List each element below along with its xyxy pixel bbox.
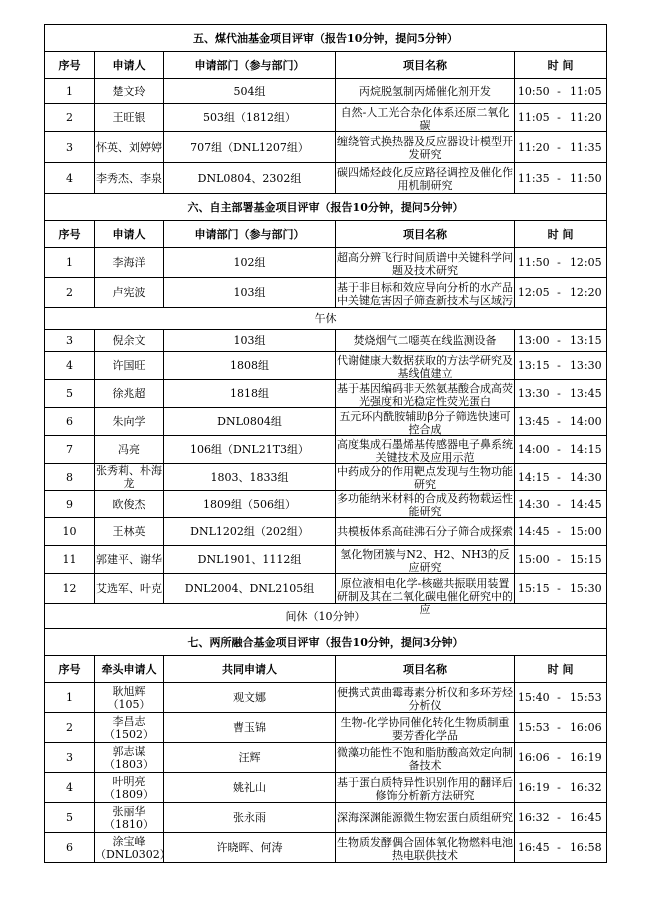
project-name: 生物-化学协同催化转化生物质制重要芳香化学品 [340,715,510,742]
time-dash: - [553,833,566,863]
department: DNL2004、DNL2105组 [164,574,336,604]
start-time: 13:45 [515,408,553,436]
table-row [45,546,607,574]
time-dash: - [553,352,566,380]
start-time: 15:40 [515,683,553,713]
header-applicant: 牵头申请人 [95,656,164,683]
project-name-cell [336,104,515,132]
header-applicant: 申请人 [95,52,164,79]
row-number: 2 [45,713,95,743]
applicant-name: 冯亮 [95,436,164,464]
project-name: 代谢健康大数据获取的方法学研究及基线值建立 [337,353,513,380]
intermission: 间休（10分钟） [45,604,607,629]
department: 1803、1833组 [164,464,336,491]
row-number: 6 [45,833,95,863]
table-row [45,163,607,194]
end-time: 12:05 [566,248,607,278]
table-row [45,491,607,518]
start-time: 11:50 [515,248,553,278]
applicant-name: 楚文玲 [95,79,164,104]
department: 504组 [164,79,336,104]
department: 汪辉 [164,743,336,773]
row-number: 1 [45,248,95,278]
project-name-cell [336,380,515,408]
project-name: 五元环内酰胺辅助β分子筛选快速可控合成 [339,409,511,436]
end-time: 16:45 [566,803,607,833]
project-name: 基于蛋白质特异性识别作用的翻译后修饰分析新方法研究 [337,775,513,802]
start-time: 11:20 [515,132,553,163]
start-time: 15:15 [515,574,553,604]
table-row [45,436,607,464]
end-time: 13:30 [566,352,607,380]
start-time: 14:30 [515,491,553,518]
table-row [45,278,607,308]
applicant-name: 王林英 [95,518,164,546]
row-number: 5 [45,380,95,408]
schedule-table [44,24,607,863]
lunch-break: 午休 [45,308,607,330]
end-time: 14:30 [566,464,607,491]
end-time: 16:32 [566,773,607,803]
applicant-name: 涂宝峰（DNL0302） [95,834,171,861]
applicant-name: 王旺银 [95,104,164,132]
header-project: 项目名称 [336,221,515,248]
department: DNL0804组 [164,408,336,436]
table-row [45,380,607,408]
applicant-name: 怀英、刘婷婷 [95,132,164,163]
section-title: 七、两所融合基金项目评审（报告10分钟，提问3分钟） [45,629,607,656]
project-name-cell [336,546,515,574]
header-no: 序号 [45,221,95,248]
table-row [45,683,607,713]
time-dash: - [553,491,566,518]
row-number: 9 [45,491,95,518]
applicant-name: 张丽华（1810） [95,803,164,833]
section-title-row [45,25,607,52]
table-row [45,833,607,863]
table-row [45,132,607,163]
project-name: 焚烧烟气二噁英在线监测设备 [353,334,497,347]
table-row [45,408,607,436]
table-row [45,773,607,803]
time-dash: - [553,79,566,104]
project-name: 碳四烯烃歧化反应路径调控及催化作用机制研究 [337,166,513,192]
project-name: 缠绕管式换热器及反应器设计模型开发研究 [337,135,513,161]
project-name-cell [336,743,515,773]
time-dash: - [553,713,566,743]
section-title-row [45,194,607,221]
table-row [45,330,607,352]
end-time: 14:45 [566,491,607,518]
row-number: 1 [45,79,95,104]
applicant-name: 徐兆超 [95,380,164,408]
start-time: 11:05 [515,104,553,132]
time-dash: - [553,408,566,436]
project-name-cell [336,79,515,104]
project-name: 多功能纳米材料的合成及药物载运性能研究 [337,492,513,518]
end-time: 15:53 [566,683,607,713]
header-no: 序号 [45,656,95,683]
project-name-cell [336,518,515,546]
start-time: 11:35 [515,163,553,194]
project-name-cell [336,574,515,616]
applicant-name: 郭志谋（1803） [95,743,164,773]
applicant-name: 李海洋 [95,248,164,278]
project-name: 基于基因编码非天然氨基酸合成高荧光强度和光稳定性荧光蛋白 [337,381,513,408]
start-time: 10:50 [515,79,553,104]
table-row [45,574,607,604]
project-name: 超高分辨飞行时间质谱中关键科学问题及技术研究 [337,250,513,277]
row-number: 4 [45,773,95,803]
end-time: 15:00 [566,518,607,546]
time-dash: - [553,743,566,773]
header-time: 时 间 [515,221,607,248]
project-name-cell [336,464,515,491]
header-project: 项目名称 [336,656,515,683]
lunch-break-row [45,308,607,330]
department: DNL1901、1112组 [164,546,336,574]
project-name: 中药成分的作用靶点发现与生物功能研究 [337,465,513,491]
table-row [45,248,607,278]
table-row [45,79,607,104]
end-time: 16:58 [566,833,607,863]
time-dash: - [553,436,566,464]
project-name: 深海深渊能源微生物宏蛋白质组研究 [337,811,513,824]
end-time: 13:15 [566,330,607,352]
department: 张永雨 [164,803,336,833]
end-time: 11:50 [566,163,607,194]
header-no: 序号 [45,52,95,79]
applicant-name: 欧俊杰 [95,491,164,518]
table-row [45,803,607,833]
end-time: 16:19 [566,743,607,773]
table-row [45,464,607,491]
department: 姚礼山 [164,773,336,803]
department: DNL0804、2302组 [164,163,336,194]
department: 707组（DNL1207组） [164,132,336,163]
time-dash: - [553,278,566,308]
end-time: 16:06 [566,713,607,743]
start-time: 16:45 [515,833,553,863]
row-number: 3 [45,743,95,773]
project-name: 自然-人工光合杂化体系还原二氧化碳 [340,105,510,132]
project-name-cell [336,248,515,278]
project-name-cell [336,683,515,713]
intermission-row [45,604,607,629]
end-time: 11:35 [566,132,607,163]
end-time: 14:15 [566,436,607,464]
row-number: 7 [45,436,95,464]
applicant-name: 李昌志（1502） [95,713,164,743]
time-dash: - [553,574,566,604]
start-time: 13:00 [515,330,553,352]
project-name-cell [336,773,515,803]
row-number: 11 [45,546,95,574]
row-number: 6 [45,408,95,436]
header-project: 项目名称 [336,52,515,79]
applicant-name: 倪余文 [95,330,164,352]
time-dash: - [553,132,566,163]
row-number: 2 [45,278,95,308]
project-name: 原位液相电化学-核磁共振联用装置研制及其在二氧化碳电催化研究中的应 [337,576,513,616]
end-time: 12:20 [566,278,607,308]
header-time: 时 间 [515,656,607,683]
applicant-name: 艾选军、叶克 [95,574,164,604]
applicant-name: 张秀莉、朴海龙 [96,464,162,490]
project-name: 氢化物团簇与N2、H2、NH3的反应研究 [340,547,510,574]
time-dash: - [553,683,566,713]
applicant-name: 朱向学 [95,408,164,436]
applicant-name: 郭建平、谢华 [95,546,164,574]
header-row [45,221,607,248]
department: 102组 [164,248,336,278]
end-time: 15:30 [566,574,607,604]
row-number: 12 [45,574,95,604]
header-department: 申请部门（参与部门） [164,221,336,248]
project-name-cell [336,408,515,436]
end-time: 13:45 [566,380,607,408]
project-name-cell [336,436,515,464]
header-row [45,656,607,683]
end-time: 11:20 [566,104,607,132]
header-department: 共同申请人 [164,656,336,683]
project-name-cell [336,491,515,518]
start-time: 15:53 [515,713,553,743]
time-dash: - [553,518,566,546]
row-number: 8 [45,464,95,491]
start-time: 15:00 [515,546,553,574]
applicant-name: 李秀杰、李泉 [95,163,164,194]
section-title: 六、自主部署基金项目评审（报告10分钟，提问5分钟） [45,194,607,221]
department: 1808组 [164,352,336,380]
department: 103组 [164,330,336,352]
end-time: 14:00 [566,408,607,436]
project-name-cell [336,352,515,380]
time-dash: - [553,330,566,352]
time-dash: - [553,104,566,132]
start-time: 14:45 [515,518,553,546]
row-number: 5 [45,803,95,833]
applicant-name: 许国旺 [95,352,164,380]
section-title-row [45,629,607,656]
start-time: 13:15 [515,352,553,380]
time-dash: - [553,546,566,574]
department: 103组 [164,278,336,308]
project-name: 丙烷脱氢制丙烯催化剂开发 [359,84,491,98]
department: 503组（1812组） [164,104,336,132]
header-time: 时 间 [515,52,607,79]
department: 1818组 [164,380,336,408]
time-dash: - [553,380,566,408]
time-dash: - [553,773,566,803]
project-name-cell [336,278,515,308]
project-name: 基于非目标和效应导向分析的水产品中关键危害因子筛查新技术与区域污 [337,280,513,307]
row-number: 4 [45,163,95,194]
header-department: 申请部门（参与部门） [164,52,336,79]
start-time: 16:06 [515,743,553,773]
table-row [45,104,607,132]
project-name-cell [336,833,515,863]
project-name-cell [336,132,515,163]
department: DNL1202组（202组） [164,518,336,546]
table-row [45,518,607,546]
row-number: 1 [45,683,95,713]
row-number: 10 [45,518,95,546]
start-time: 14:15 [515,464,553,491]
project-name-cell [336,163,515,194]
schedule-sheet [44,24,606,863]
department: 曹玉锦 [164,713,336,743]
project-name: 便携式黄曲霉毒素分析仪和多环芳烃分析仪 [337,685,513,712]
row-number: 3 [45,330,95,352]
table-row [45,713,607,743]
time-dash: - [553,248,566,278]
project-name-cell [336,330,515,352]
time-dash: - [553,163,566,194]
row-number: 4 [45,352,95,380]
start-time: 13:30 [515,380,553,408]
start-time: 16:19 [515,773,553,803]
department: 观文娜 [164,683,336,713]
end-time: 15:15 [566,546,607,574]
project-name: 高度集成石墨烯基传感器电子鼻系统关键技术及应用示范 [337,437,513,464]
department: 1809组（506组） [164,491,336,518]
applicant-name: 叶明亮（1809） [95,773,164,803]
start-time: 16:32 [515,803,553,833]
department: 106组（DNL21T3组） [164,436,336,464]
time-dash: - [553,803,566,833]
project-name: 共模板体系高硅沸石分子筛合成探索 [337,525,513,538]
project-name-cell [336,803,515,833]
row-number: 3 [45,132,95,163]
project-name: 微藻功能性不饱和脂肪酸高效定向制备技术 [337,745,513,772]
section-title: 五、煤代油基金项目评审（报告10分钟，提问5分钟） [45,25,607,52]
table-row [45,743,607,773]
applicant-name: 耿旭辉（105） [95,683,164,713]
project-name: 生物质发酵偶合固体氧化物燃料电池热电联供技术 [337,835,513,862]
start-time: 14:00 [515,436,553,464]
applicant-name: 卢宪波 [95,278,164,308]
header-applicant: 申请人 [95,221,164,248]
start-time: 12:05 [515,278,553,308]
table-row [45,352,607,380]
project-name-cell [336,713,515,743]
header-row [45,52,607,79]
row-number: 2 [45,104,95,132]
end-time: 11:05 [566,79,607,104]
time-dash: - [553,464,566,491]
department: 许晓晖、何涛 [164,833,336,863]
